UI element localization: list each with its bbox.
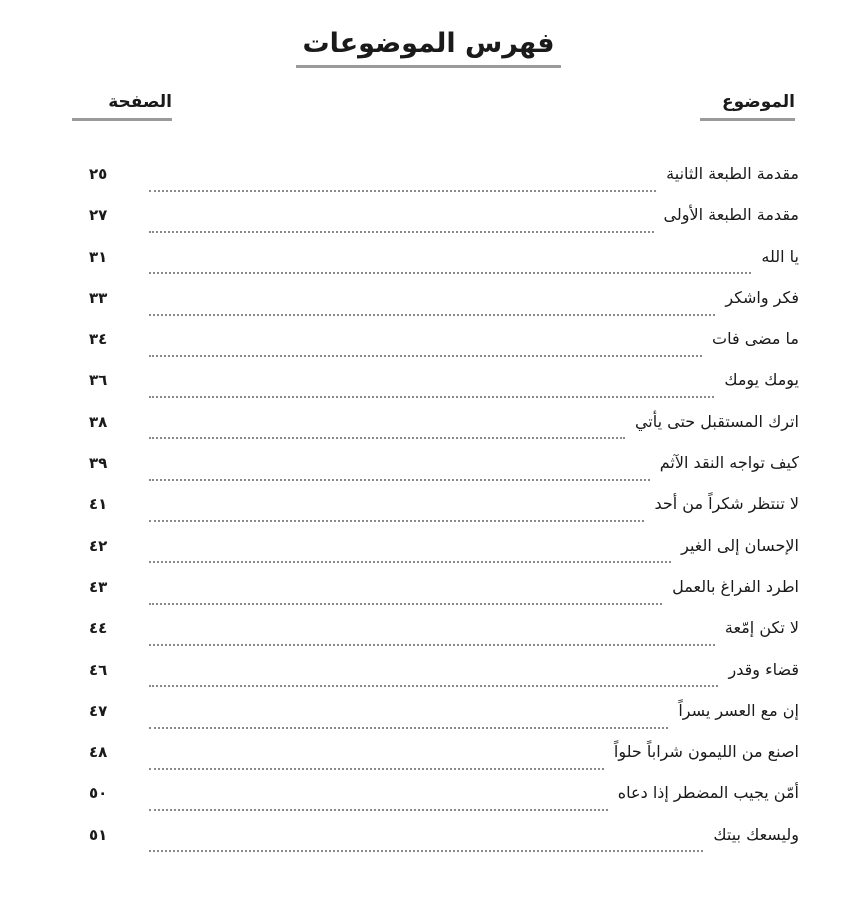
toc-entry-page-number: ٤٨ (89, 743, 108, 762)
toc-entry-page-number: ٥٠ (89, 784, 108, 803)
toc-entry (89, 288, 799, 329)
page-title: فهرس الموضوعات (296, 28, 560, 68)
dot-leader (149, 850, 703, 852)
dot-leader (149, 685, 718, 687)
dot-leader (149, 644, 715, 646)
dot-leader (149, 437, 625, 439)
toc-entry-title: كيف تواجه النقد الآثم (659, 453, 799, 473)
topic-column-header: الموضوع (700, 92, 795, 121)
dot-leader (149, 355, 702, 357)
toc-entry-page-number: ٤٤ (89, 619, 108, 638)
toc-entry (89, 783, 799, 824)
toc-entry-title: قضاء وقدر (728, 659, 799, 679)
toc-entry-title: فكر واشكر (725, 287, 799, 307)
toc-entry (89, 701, 799, 742)
dot-leader (149, 727, 668, 729)
toc-entry-title: اترك المستقبل حتى يأتي (634, 411, 799, 431)
toc-entry (89, 536, 799, 577)
dot-leader (149, 272, 751, 274)
toc-entry (89, 370, 799, 411)
table-of-contents (89, 164, 799, 866)
toc-entry-page-number: ٣١ (89, 247, 108, 266)
toc-entry (89, 164, 799, 205)
toc-entry-title: يومك يومك (724, 370, 799, 390)
toc-entry (89, 577, 799, 618)
toc-entry (89, 247, 799, 288)
toc-entry-page-number: ٣٣ (89, 288, 108, 307)
toc-entry (89, 412, 799, 453)
toc-entry-page-number: ٤١ (89, 495, 108, 514)
dot-leader (149, 561, 671, 563)
toc-entry-title: مقدمة الطبعة الأولى (663, 205, 799, 225)
toc-entry-title: إن مع العسر يسراً (678, 700, 799, 720)
title-container (0, 28, 857, 68)
toc-entry (89, 205, 799, 246)
toc-entry-title: ما مضى فات (712, 329, 799, 349)
toc-entry-page-number: ٤٣ (89, 577, 108, 596)
toc-entry-page-number: ٣٨ (89, 412, 108, 431)
dot-leader (149, 809, 608, 811)
dot-leader (149, 314, 715, 316)
toc-entry-page-number: ٣٩ (89, 454, 108, 473)
toc-entry-page-number: ٣٦ (89, 371, 108, 390)
toc-entry (89, 494, 799, 535)
toc-entry-title: اصنع من الليمون شراباً حلواً (613, 742, 799, 762)
dot-leader (149, 190, 656, 192)
toc-entry-page-number: ٤٢ (89, 536, 108, 555)
toc-entry (89, 453, 799, 494)
toc-entry (89, 825, 799, 866)
toc-entry-title: أمّن يجيب المضطر إذا دعاه (617, 783, 799, 803)
toc-entry (89, 329, 799, 370)
toc-entry-page-number: ٣٤ (89, 330, 108, 349)
toc-entry-title: لا تنتظر شكراً من أحد (654, 494, 799, 514)
toc-entry-page-number: ٤٧ (89, 701, 108, 720)
toc-entry-title: الإحسان إلى الغير (681, 535, 799, 555)
toc-entry-title: مقدمة الطبعة الثانية (666, 164, 799, 183)
toc-entry-page-number: ٢٧ (89, 206, 108, 225)
dot-leader (149, 768, 604, 770)
dot-leader (149, 520, 644, 522)
toc-entry-page-number: ٤٦ (89, 660, 108, 679)
dot-leader (149, 603, 662, 605)
toc-entry-page-number: ٥١ (89, 825, 108, 844)
dot-leader (149, 479, 650, 481)
toc-entry-page-number: ٢٥ (89, 165, 108, 183)
toc-entry-title: لا تكن إمّعة (724, 618, 799, 638)
toc-entry-title: يا الله (761, 246, 799, 266)
toc-entry-title: وليسعك بيتك (713, 824, 799, 844)
toc-entry-title: اطرد الفراغ بالعمل (672, 576, 799, 596)
dot-leader (149, 396, 714, 398)
dot-leader (149, 231, 654, 233)
toc-entry (89, 660, 799, 701)
page-column-header: الصفحة (72, 92, 172, 121)
toc-entry (89, 742, 799, 783)
toc-entry (89, 618, 799, 659)
